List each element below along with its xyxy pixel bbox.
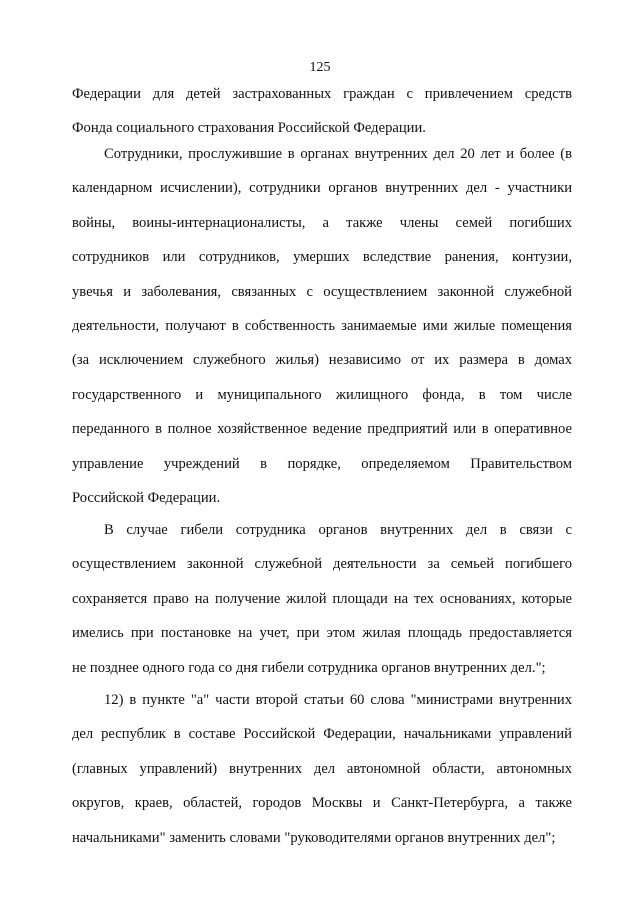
text-line: 12) в пункте "а" части второй статьи 60 слова "министрами внутренних (104, 692, 572, 708)
text-line: деятельности, получают в собственность занимаемые ими жилые помещения (72, 317, 572, 334)
page-number: 125 (309, 60, 331, 75)
text-line: округов, краев, областей, городов Москвы и Санкт-Петербурга, а также (72, 795, 572, 812)
text-line: календарном исчислении), сотрудники органов внутренних дел - участники (72, 180, 572, 197)
text-line: В случае гибели сотрудника органов внутренних дел в связи с (104, 522, 572, 538)
text-line: сохраняется право на получение жилой площади на тех основаниях, которые (72, 590, 572, 607)
text-line: государственного и муниципального жилищного фонда, в том числе (72, 386, 572, 403)
paragraph (72, 520, 572, 692)
text-line: сотрудников или сотрудников, умерших вследствие ранения, контузии, (72, 249, 572, 266)
text-line: дел республик в составе Российской Федерации, начальниками управлений (72, 726, 572, 743)
text-line: увечья и заболевания, связанных с осуществлением законной служебной (72, 283, 572, 300)
text-line: начальниками" заменить словами "руководителями органов внутренних дел"; (72, 829, 556, 846)
text-line: Федерации для детей застрахованных граждан с привлечением средств (72, 86, 572, 102)
text-line: (за исключением служебного жилья) независимо от их размера в домах (72, 352, 572, 369)
text-line: Фонда социального страхования Российской Федерации. (72, 120, 426, 137)
text-line: осуществлением законной служебной деятельности за семьей погибшего (72, 556, 572, 573)
text-line: (главных управлений) внутренних дел автономной области, автономных (72, 760, 572, 777)
text-line: имелись при постановке на учет, при этом жилая площадь предоставляется (72, 625, 572, 642)
text-line: Сотрудники, прослужившие в органах внутренних дел 20 лет и более (в (104, 146, 572, 162)
text-line: не позднее одного года со дня гибели сотрудника органов внутренних дел."; (72, 659, 546, 676)
paragraph (72, 690, 572, 862)
text-line: войны, воины-интернационалисты, а также члены семей погибших (72, 214, 572, 231)
paragraph (72, 84, 572, 153)
text-line: управление учреждений в порядке, определяемом Правительством (72, 455, 572, 472)
text-line: Российской Федерации. (72, 489, 221, 506)
paragraph (72, 144, 572, 522)
text-line: переданного в полное хозяйственное ведение предприятий или в оперативное (72, 421, 572, 438)
